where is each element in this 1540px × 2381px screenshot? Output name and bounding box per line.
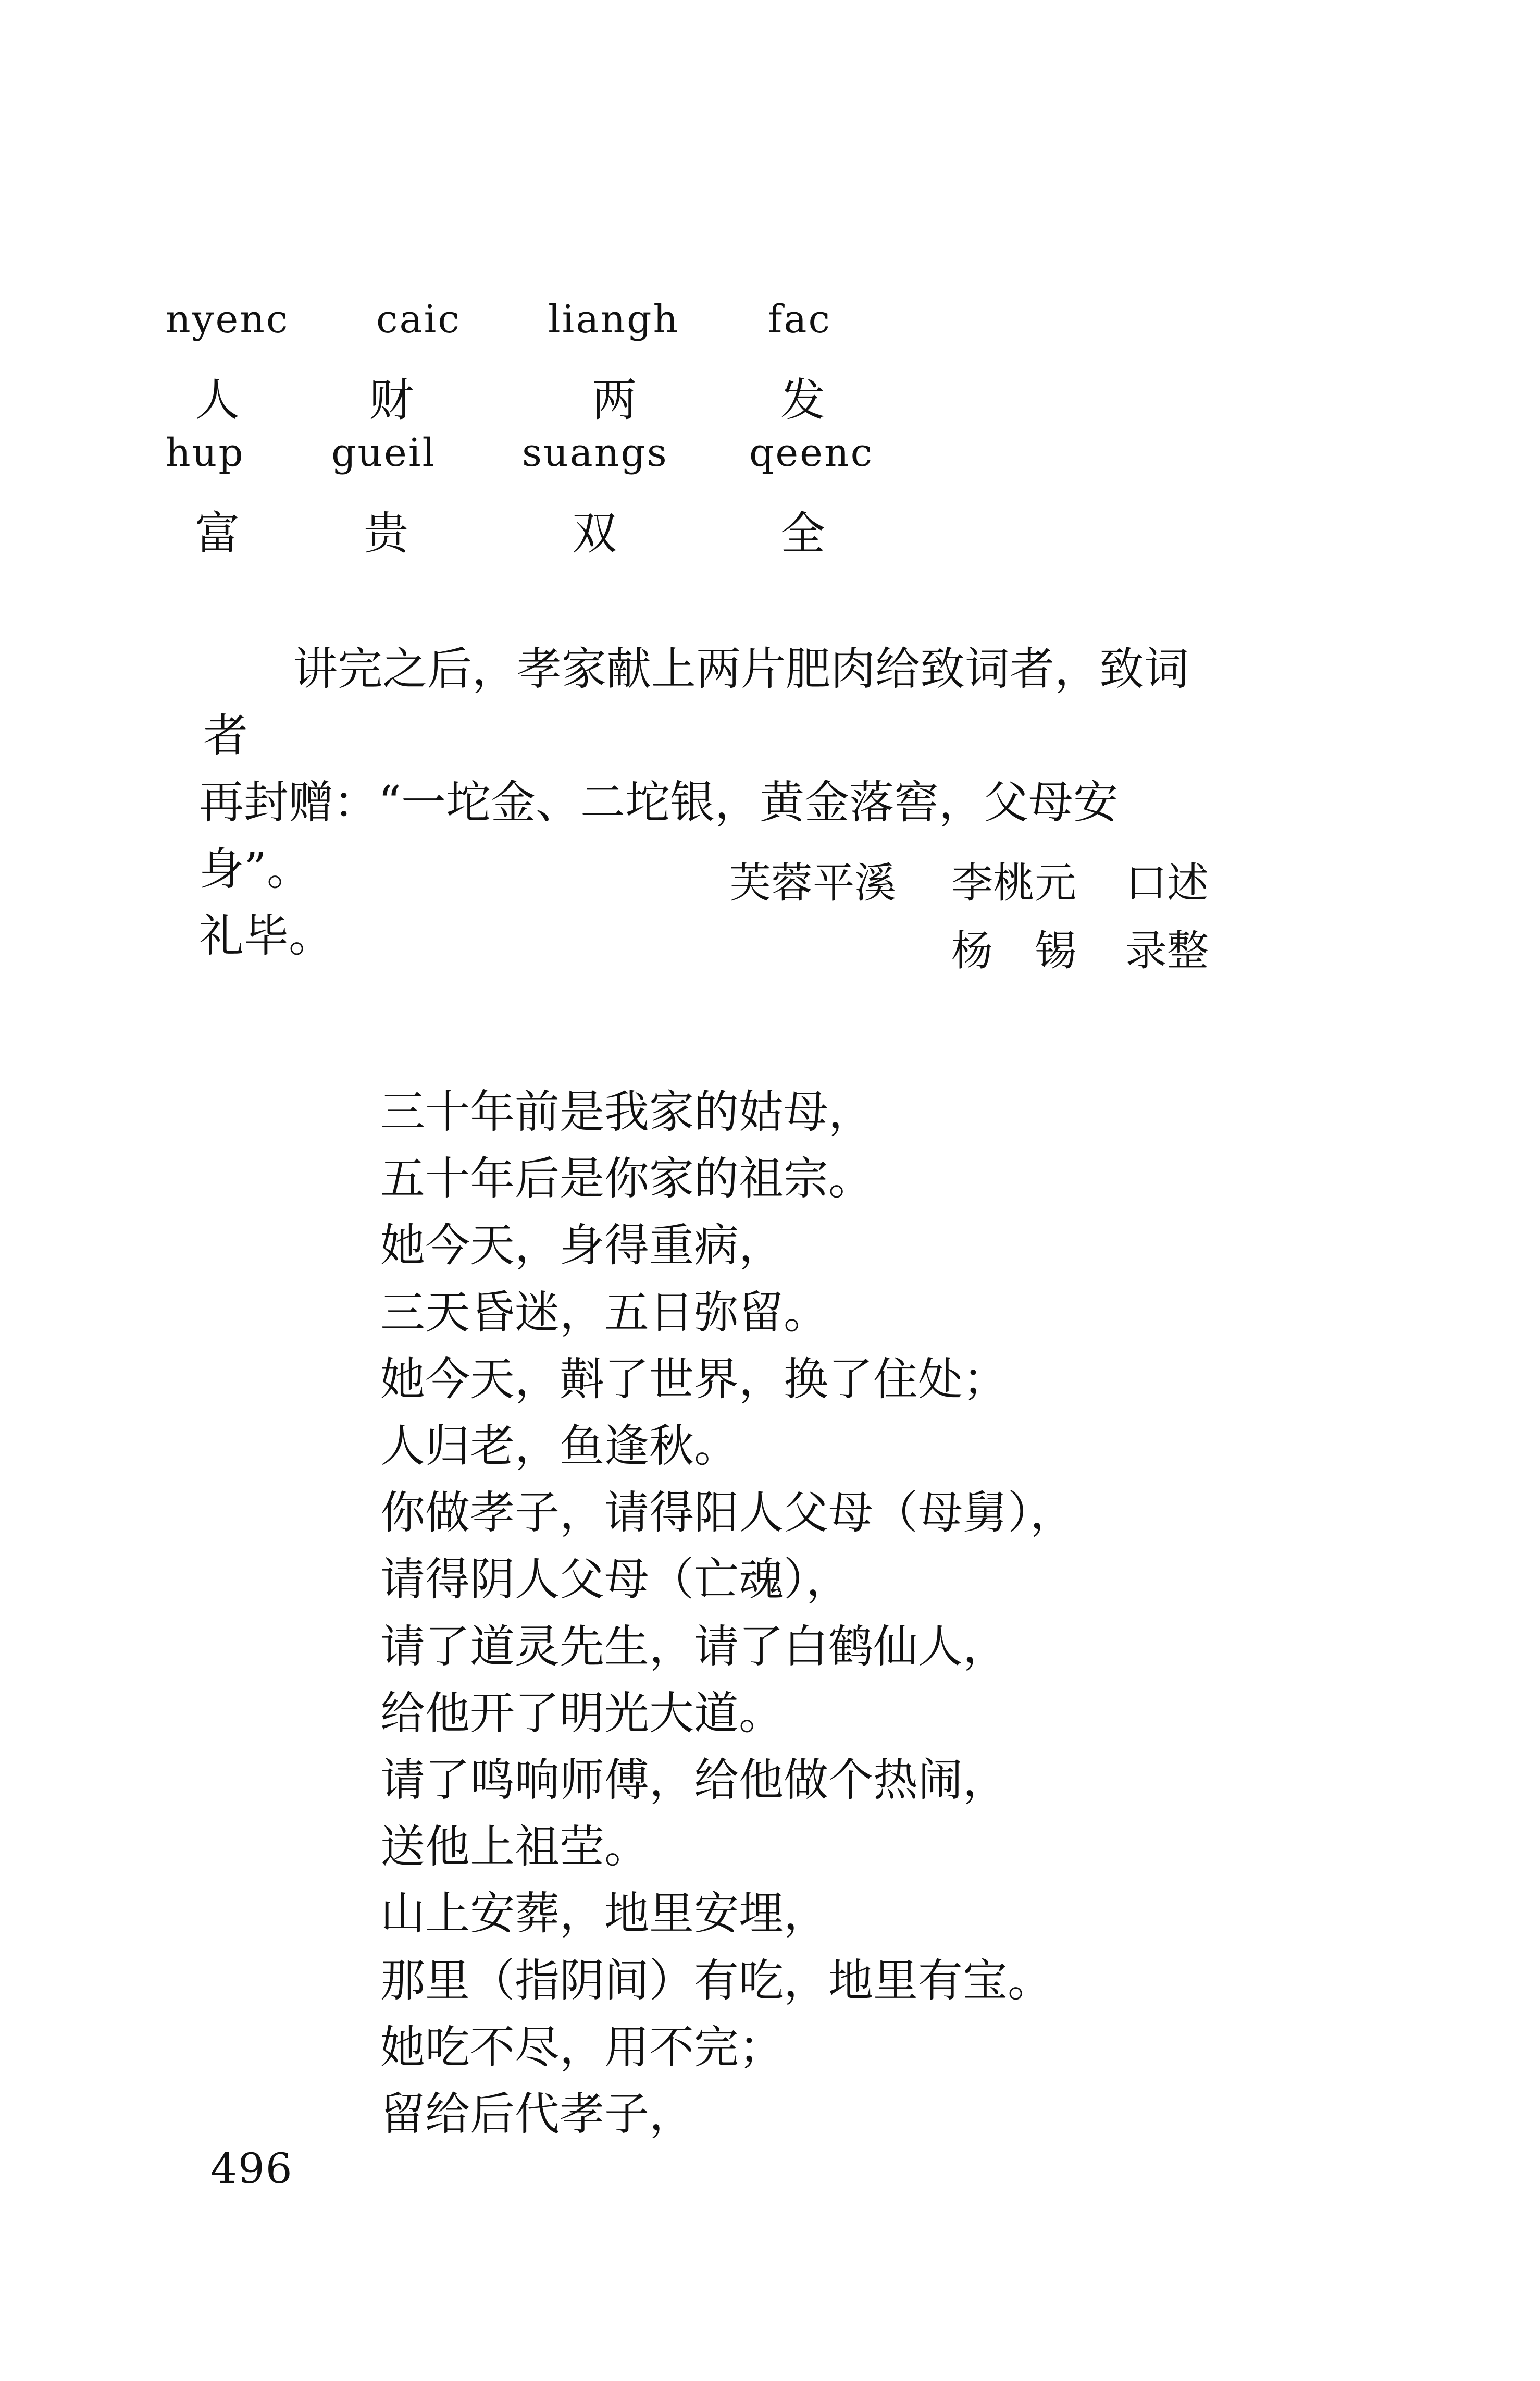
grid-cell: 全	[780, 508, 825, 560]
credit-narrator: 李桃元	[951, 859, 1076, 907]
grid-cell: gueil	[331, 430, 437, 475]
grid-cell: hup	[166, 430, 245, 475]
grid-cell: 发	[780, 374, 825, 426]
verse-line: 人归老，鱼逢秋。	[380, 1420, 739, 1473]
verse-line: 请了道灵先生，请了白鹤仙人，	[380, 1620, 1008, 1673]
verse-line: 送他上祖茔。	[380, 1821, 649, 1873]
verse-line: 她吃不尽，用不完；	[380, 2021, 784, 2074]
verse-line: 三十年前是我家的姑母，	[380, 1086, 873, 1138]
credit-narrator-role: 口述	[1125, 859, 1209, 907]
grid-cell: suangs	[522, 430, 668, 475]
verse-line: 请了鸣响师傅，给他做个热闹，	[380, 1754, 1008, 1807]
page-number: 496	[210, 2144, 293, 2193]
grid-cell: 财	[369, 374, 414, 426]
grid-cell: 两	[592, 374, 637, 426]
verse-line: 那里（指阴间）有吃，地里有宝。	[380, 1954, 1052, 2007]
credit-recorder: 杨 锡	[951, 927, 1076, 975]
grid-cell: 人	[195, 374, 240, 426]
grid-cell: nyenc	[166, 297, 290, 342]
verse-line: 山上安葬，地里安埋，	[380, 1887, 828, 1940]
paragraph-line: 礼毕。	[199, 910, 333, 962]
credit-place: 芙蓉平溪	[729, 859, 896, 907]
verse-line: 她今天，斢了世界，换了住处；	[380, 1353, 1008, 1405]
credit-recorder-role: 录整	[1125, 927, 1209, 975]
paragraph-line: 再封赠：“一坨金、二坨银，黄金落窖，父母安身”。	[199, 776, 1118, 895]
verse-line: 请得阴人父母（亡魂），	[380, 1553, 851, 1606]
grid-cell: qeenc	[749, 430, 874, 475]
paragraph-line: 讲完之后，孝家献上两片肥肉给致词者，致词者	[203, 643, 1189, 762]
grid-cell: liangh	[548, 297, 680, 342]
verse-line: 五十年后是你家的祖宗。	[380, 1153, 873, 1205]
verse-line: 三天昏迷，五日弥留。	[380, 1286, 828, 1339]
grid-cell: 富	[195, 508, 240, 560]
verse-block	[380, 1079, 1214, 2148]
grid-cell: 贵	[364, 508, 408, 560]
verse-line: 给他开了明光大道。	[380, 1687, 784, 1740]
grid-cell: fac	[768, 297, 831, 342]
grid-cell: 双	[572, 508, 617, 560]
grid-cell: caic	[376, 297, 461, 342]
verse-line: 留给后代孝子，	[380, 2088, 694, 2141]
verse-line: 她今天，身得重病，	[380, 1219, 784, 1272]
verse-line: 你做孝子，请得阳人父母（母舅），	[380, 1487, 1075, 1539]
